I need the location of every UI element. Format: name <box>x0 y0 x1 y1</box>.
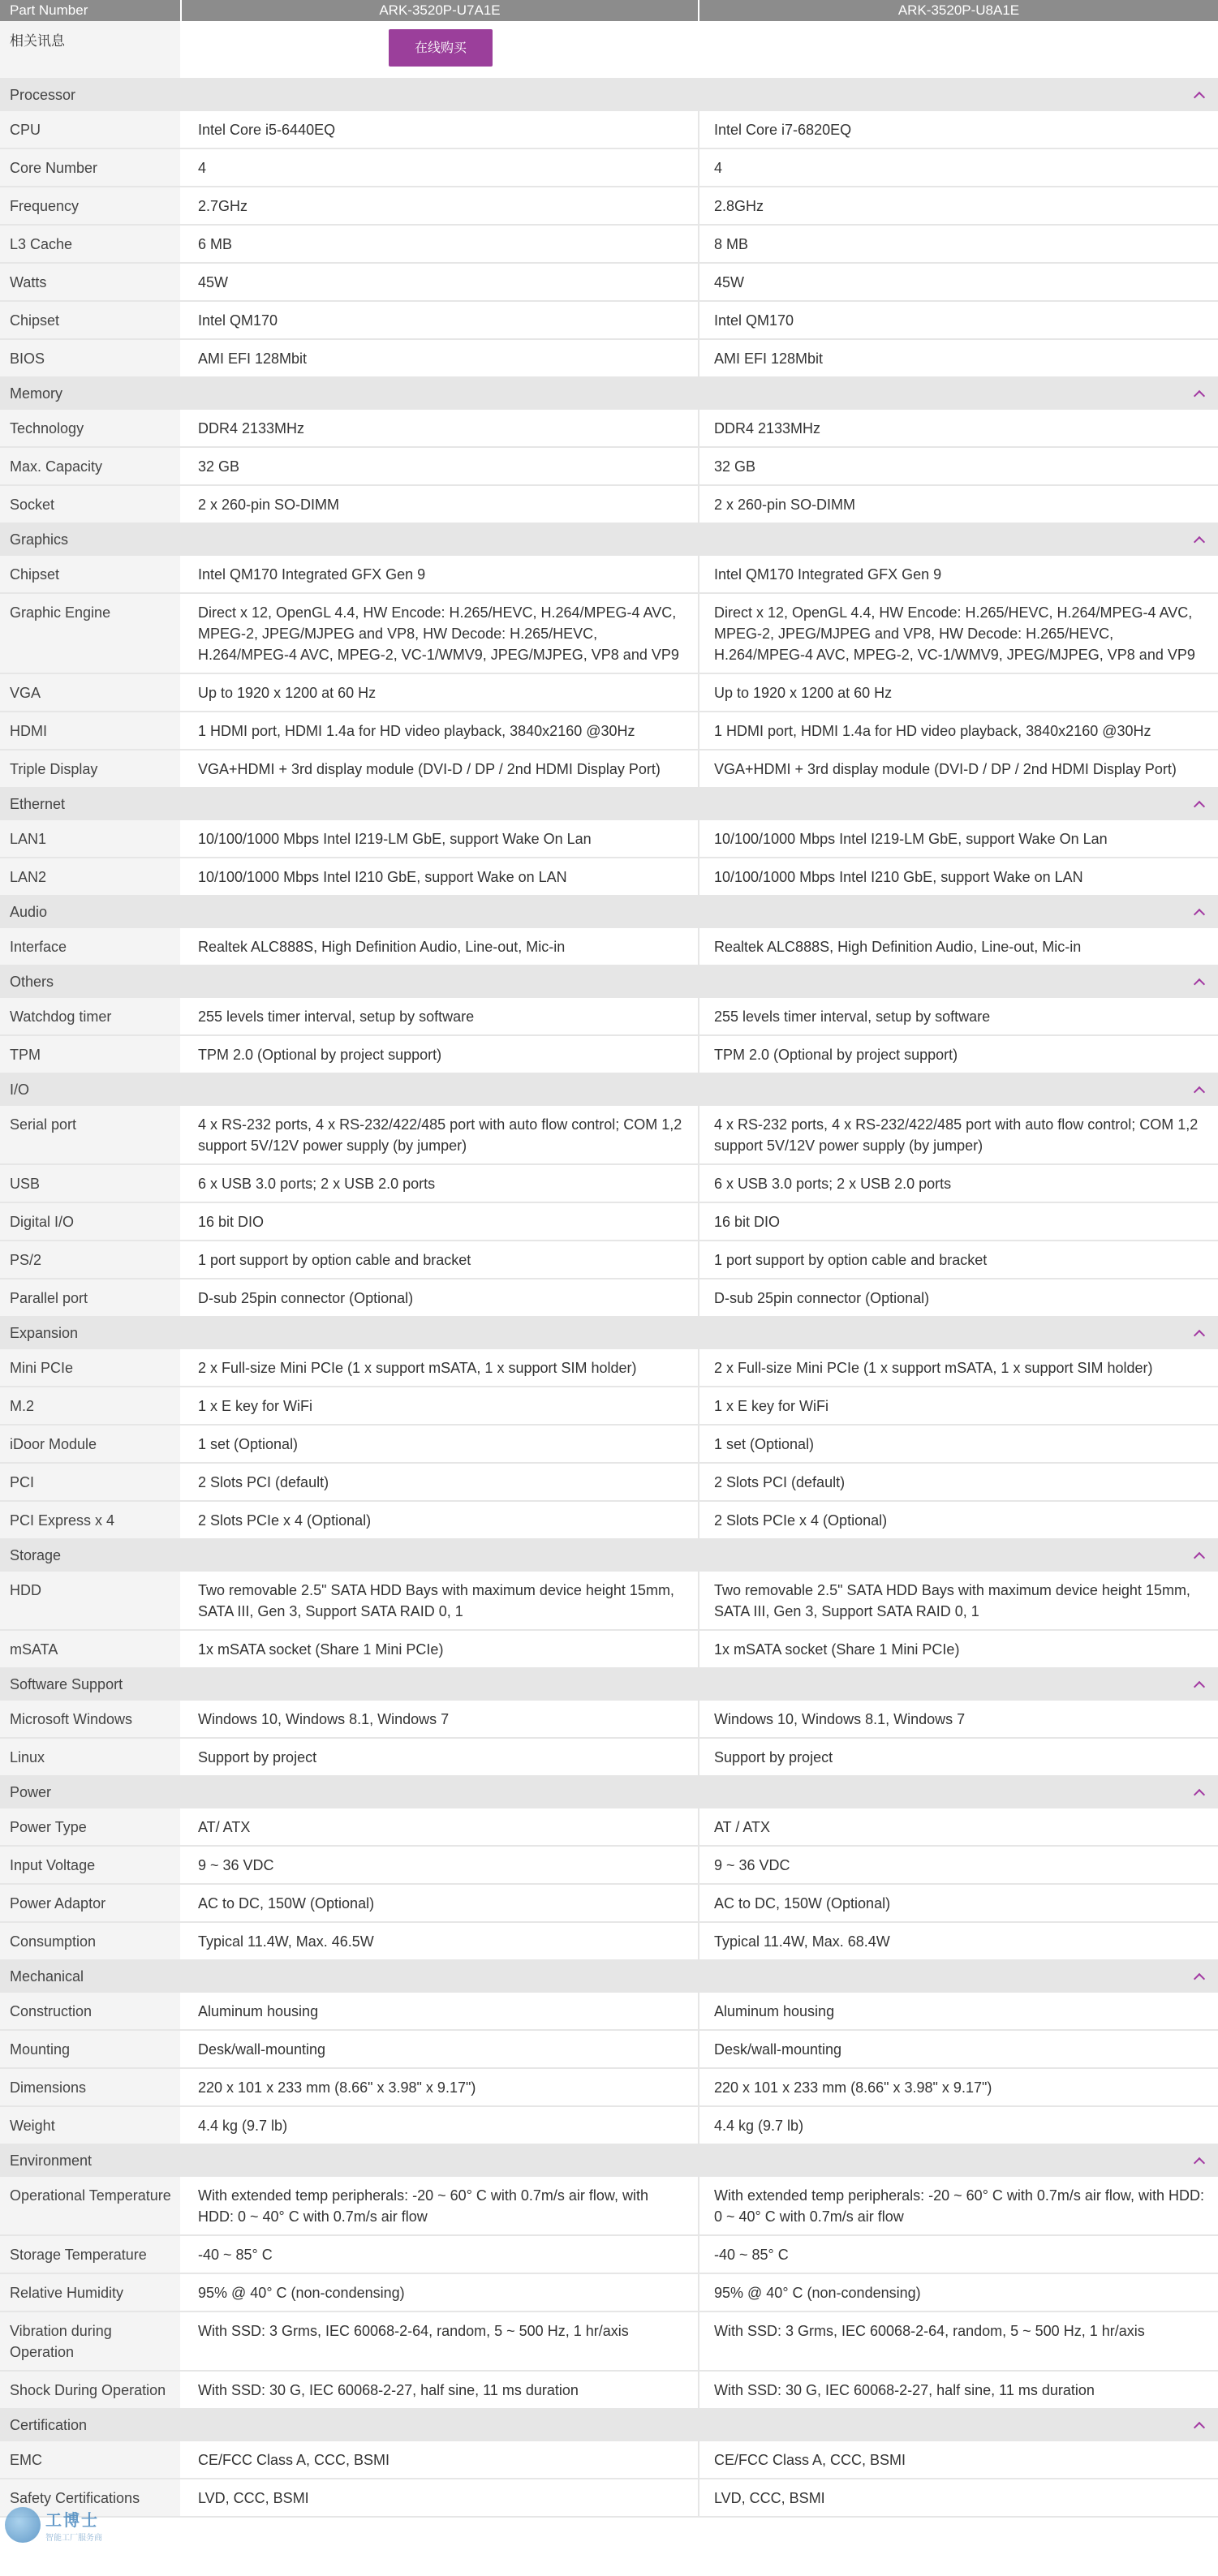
spec-key: Max. Capacity <box>0 448 182 484</box>
related-info-row <box>0 21 1218 80</box>
spec-value-model-1: 2 Slots PCI (default) <box>182 1464 699 1500</box>
chevron-up-icon[interactable] <box>1194 909 1205 920</box>
spec-value-model-1: 2 x Full-size Mini PCIe (1 x support mSATA, 1 x support SIM holder) <box>182 1349 699 1386</box>
spec-value-model-2: Aluminum housing <box>714 2003 835 2019</box>
spec-key: PCI <box>0 1464 182 1500</box>
spec-row <box>0 928 1218 966</box>
spec-row <box>0 1885 1218 1923</box>
spec-value-model-1: 6 x USB 3.0 ports; 2 x USB 2.0 ports <box>182 1165 699 1202</box>
spec-row <box>0 2031 1218 2069</box>
spec-row <box>0 820 1218 858</box>
spec-key: Parallel port <box>0 1279 182 1316</box>
spec-key: Mounting <box>0 2031 182 2067</box>
section-header[interactable] <box>0 80 1218 111</box>
spec-value-model-2: TPM 2.0 (Optional by project support) <box>714 1047 958 1063</box>
spec-value-model-1: Windows 10, Windows 8.1, Windows 7 <box>182 1701 699 1737</box>
watermark-icon <box>5 2507 41 2543</box>
section-title: Audio <box>10 904 48 920</box>
spec-value-model-2: VGA+HDMI + 3rd display module (DVI-D / DP / 2nd HDMI Display Port) <box>714 761 1177 777</box>
spec-key: Serial port <box>0 1106 182 1163</box>
spec-value-model-2: Realtek ALC888S, High Definition Audio, Line-out, Mic-in <box>714 939 1082 955</box>
model-2-header: ARK-3520P-U8A1E <box>897 2 1020 18</box>
spec-key: Graphic Engine <box>0 594 182 673</box>
section-title: Certification <box>10 2417 88 2433</box>
spec-row <box>0 594 1218 674</box>
spec-value-model-2: 10/100/1000 Mbps Intel I210 GbE, support Wake on LAN <box>714 869 1083 885</box>
spec-row <box>0 1923 1218 1961</box>
spec-row <box>0 1502 1218 1540</box>
spec-value-model-1: 4 <box>182 149 699 186</box>
spec-key: Shock During Operation <box>0 2372 182 2408</box>
chevron-up-icon[interactable] <box>1194 92 1205 103</box>
spec-row <box>0 2236 1218 2274</box>
chevron-up-icon[interactable] <box>1194 801 1205 812</box>
spec-value-model-1: With SSD: 3 Grms, IEC 60068-2-64, random, 5 ~ 500 Hz, 1 hr/axis <box>182 2312 699 2370</box>
chevron-up-icon[interactable] <box>1194 1973 1205 1985</box>
spec-value-model-1: D-sub 25pin connector (Optional) <box>182 1279 699 1316</box>
spec-key: Watchdog timer <box>0 998 182 1034</box>
spec-value-model-1: 1 set (Optional) <box>182 1426 699 1462</box>
spec-value-model-2: 9 ~ 36 VDC <box>714 1857 790 1873</box>
spec-value-model-1: 1x mSATA socket (Share 1 Mini PCIe) <box>182 1631 699 1667</box>
spec-key: Safety Certifications <box>0 2479 182 2516</box>
spec-key: HDMI <box>0 712 182 749</box>
spec-key: Microsoft Windows <box>0 1701 182 1737</box>
spec-key: Chipset <box>0 556 182 592</box>
spec-row <box>0 2441 1218 2479</box>
spec-value-model-2: Support by project <box>714 1749 833 1765</box>
spec-value-model-1: 1 x E key for WiFi <box>182 1387 699 1424</box>
spec-value-model-2: 95% @ 40° C (non-condensing) <box>714 2285 921 2301</box>
spec-key: LAN1 <box>0 820 182 857</box>
spec-value-model-1: 10/100/1000 Mbps Intel I210 GbE, support Wake on LAN <box>182 858 699 895</box>
spec-row <box>0 1241 1218 1279</box>
section-header[interactable] <box>0 1540 1218 1572</box>
section-title: Environment <box>10 2152 93 2169</box>
spec-row <box>0 674 1218 712</box>
section-header[interactable] <box>0 2145 1218 2177</box>
watermark-text <box>45 2507 102 2543</box>
spec-value-model-1: 220 x 101 x 233 mm (8.66" x 3.98" x 9.17") <box>182 2069 699 2105</box>
spec-row <box>0 340 1218 378</box>
spec-key: Dimensions <box>0 2069 182 2105</box>
spec-key: TPM <box>0 1036 182 1073</box>
spec-value-model-2: 2.8GHz <box>714 198 764 214</box>
chevron-up-icon[interactable] <box>1194 978 1205 990</box>
spec-row <box>0 1387 1218 1426</box>
spec-key: Chipset <box>0 302 182 338</box>
spec-key: Mini PCIe <box>0 1349 182 1386</box>
spec-value-model-2: 8 MB <box>714 236 749 252</box>
spec-value-model-2: 1 port support by option cable and bracket <box>714 1252 988 1268</box>
spec-row <box>0 858 1218 897</box>
spec-value-model-1: 1 HDMI port, HDMI 1.4a for HD video playback, 3840x2160 @30Hz <box>182 712 699 749</box>
spec-row <box>0 1106 1218 1165</box>
part-number-header: Part Number <box>0 0 182 21</box>
spec-value-model-1: 2 x 260-pin SO-DIMM <box>182 486 699 523</box>
spec-value-model-1: TPM 2.0 (Optional by project support) <box>182 1036 699 1073</box>
spec-value-model-1: With SSD: 30 G, IEC 60068-2-27, half sine, 11 ms duration <box>182 2372 699 2408</box>
spec-value-model-1: 2.7GHz <box>182 187 699 224</box>
spec-key: Frequency <box>0 187 182 224</box>
spec-row <box>0 149 1218 187</box>
spec-key: Weight <box>0 2107 182 2144</box>
spec-row <box>0 1349 1218 1387</box>
spec-key: HDD <box>0 1572 182 1629</box>
section-header[interactable] <box>0 1074 1218 1106</box>
spec-row <box>0 2479 1218 2518</box>
section-title: Mechanical <box>10 1968 84 1985</box>
spec-row <box>0 1165 1218 1203</box>
spec-value-model-2: 6 x USB 3.0 ports; 2 x USB 2.0 ports <box>714 1176 952 1192</box>
section-title: Memory <box>10 385 63 402</box>
spec-value-model-2: 2 Slots PCIe x 4 (Optional) <box>714 1512 888 1529</box>
model-1-header: ARK-3520P-U7A1E <box>182 0 699 21</box>
section-header[interactable] <box>0 378 1218 410</box>
spec-value-model-2: Intel QM170 Integrated GFX Gen 9 <box>714 566 942 583</box>
spec-row <box>0 187 1218 226</box>
spec-value-model-2: 1x mSATA socket (Share 1 Mini PCIe) <box>714 1641 960 1658</box>
spec-value-model-2: LVD, CCC, BSMI <box>714 2490 825 2506</box>
spec-value-model-1: CE/FCC Class A, CCC, BSMI <box>182 2441 699 2478</box>
spec-row <box>0 302 1218 340</box>
spec-key: Technology <box>0 410 182 446</box>
chevron-up-icon[interactable] <box>1194 2157 1205 2169</box>
spec-value-model-2: With SSD: 3 Grms, IEC 60068-2-64, random, 5 ~ 500 Hz, 1 hr/axis <box>714 2323 1145 2339</box>
spec-value-model-2: AC to DC, 150W (Optional) <box>714 1895 891 1912</box>
chevron-up-icon[interactable] <box>1194 390 1205 402</box>
spec-key: Watts <box>0 264 182 300</box>
spec-value-model-2: 2 x Full-size Mini PCIe (1 x support mSATA, 1 x support SIM holder) <box>714 1360 1153 1376</box>
spec-value-model-2: Windows 10, Windows 8.1, Windows 7 <box>714 1711 966 1727</box>
spec-value-model-2: Typical 11.4W, Max. 68.4W <box>714 1933 890 1950</box>
spec-row <box>0 712 1218 750</box>
spec-key: VGA <box>0 674 182 711</box>
spec-value-model-2: 32 GB <box>714 458 756 475</box>
spec-value-model-2: With extended temp peripherals: -20 ~ 60° C with 0.7m/s air flow, with HDD: 0 ~ 40° C with 0.7m/s air flow <box>714 2187 1204 2225</box>
spec-key: BIOS <box>0 340 182 376</box>
spec-value-model-1: Up to 1920 x 1200 at 60 Hz <box>182 674 699 711</box>
chevron-up-icon[interactable] <box>1194 1552 1205 1563</box>
spec-value-model-2: Intel QM170 <box>714 312 794 329</box>
spec-value-model-2: 10/100/1000 Mbps Intel I219-LM GbE, support Wake On Lan <box>714 831 1108 847</box>
spec-value-model-1: 16 bit DIO <box>182 1203 699 1240</box>
spec-value-model-2: Two removable 2.5" SATA HDD Bays with maximum device height 15mm, SATA III, Gen 3, Support SATA RAID 0, 1 <box>714 1582 1190 1619</box>
spec-value-model-2: 1 x E key for WiFi <box>714 1398 829 1414</box>
spec-value-model-2: AMI EFI 128Mbit <box>714 350 824 367</box>
section-header[interactable] <box>0 1961 1218 1993</box>
table-header <box>0 0 1218 21</box>
spec-row <box>0 2069 1218 2107</box>
spec-value-model-2: 4 x RS-232 ports, 4 x RS-232/422/485 port with auto flow control; COM 1,2 support 5V/12V power supply (by jumper) <box>714 1116 1199 1154</box>
spec-value-model-1: AC to DC, 150W (Optional) <box>182 1885 699 1921</box>
spec-value-model-1: Support by project <box>182 1739 699 1775</box>
chevron-up-icon[interactable] <box>1194 1086 1205 1098</box>
spec-row <box>0 448 1218 486</box>
spec-value-model-1: Intel Core i5-6440EQ <box>182 111 699 148</box>
spec-key: Linux <box>0 1739 182 1775</box>
spec-key: Triple Display <box>0 750 182 787</box>
spec-key: Interface <box>0 928 182 965</box>
spec-key: EMC <box>0 2441 182 2478</box>
spec-sections <box>0 80 1218 2518</box>
spec-value-model-2: Intel Core i7-6820EQ <box>714 122 852 138</box>
spec-value-model-2: Direct x 12, OpenGL 4.4, HW Encode: H.265/HEVC, H.264/MPEG-4 AVC, MPEG-2, JPEG/MJPEG and VP8, HW Decode: H.265/HEVC, H.264/MPEG-4 AVC, MPEG-2, VC-1/WMV9, JPEG/MJPEG, VP8 and VP9 <box>714 604 1195 663</box>
watermark-title: 工博士 <box>45 2512 99 2530</box>
section-title: Others <box>10 974 54 990</box>
spec-row <box>0 1993 1218 2031</box>
spec-row <box>0 2177 1218 2236</box>
spec-value-model-1: Typical 11.4W, Max. 46.5W <box>182 1923 699 1959</box>
section-header[interactable] <box>0 2410 1218 2441</box>
spec-value-model-2: 220 x 101 x 233 mm (8.66" x 3.98" x 9.17") <box>714 2079 992 2096</box>
chevron-up-icon[interactable] <box>1194 1789 1205 1800</box>
spec-value-model-1: Realtek ALC888S, High Definition Audio, Line-out, Mic-in <box>182 928 699 965</box>
spec-value-model-2: 2 x 260-pin SO-DIMM <box>714 497 856 513</box>
spec-value-model-1: 45W <box>182 264 699 300</box>
spec-row <box>0 1631 1218 1669</box>
section-header[interactable] <box>0 1669 1218 1701</box>
spec-row <box>0 1279 1218 1318</box>
spec-value-model-1: VGA+HDMI + 3rd display module (DVI-D / DP / 2nd HDMI Display Port) <box>182 750 699 787</box>
spec-value-model-1: AT/ ATX <box>182 1808 699 1845</box>
spec-value-model-2: CE/FCC Class A, CCC, BSMI <box>714 2452 906 2468</box>
section-title: Power <box>10 1784 52 1800</box>
spec-value-model-1: -40 ~ 85° C <box>182 2236 699 2273</box>
spec-value-model-2: 1 set (Optional) <box>714 1436 815 1452</box>
spec-value-model-2: 2 Slots PCI (default) <box>714 1474 846 1490</box>
spec-value-model-1: Aluminum housing <box>182 1993 699 2029</box>
chevron-up-icon[interactable] <box>1194 2422 1205 2433</box>
spec-row <box>0 1572 1218 1631</box>
spec-row <box>0 556 1218 594</box>
section-title: Expansion <box>10 1325 79 1341</box>
spec-row <box>0 410 1218 448</box>
spec-key: M.2 <box>0 1387 182 1424</box>
section-header[interactable] <box>0 789 1218 820</box>
spec-value-model-2: Up to 1920 x 1200 at 60 Hz <box>714 685 893 701</box>
section-header[interactable] <box>0 524 1218 556</box>
section-title: I/O <box>10 1082 30 1098</box>
spec-row <box>0 998 1218 1036</box>
spec-value-model-1: AMI EFI 128Mbit <box>182 340 699 376</box>
spec-value-model-1: Intel QM170 Integrated GFX Gen 9 <box>182 556 699 592</box>
spec-row <box>0 750 1218 789</box>
spec-key: Core Number <box>0 149 182 186</box>
spec-value-model-2: 16 bit DIO <box>714 1214 781 1230</box>
section-title: Processor <box>10 87 76 103</box>
spec-value-model-1: 10/100/1000 Mbps Intel I219-LM GbE, support Wake On Lan <box>182 820 699 857</box>
spec-value-model-2: 45W <box>714 274 745 290</box>
spec-key: PCI Express x 4 <box>0 1502 182 1538</box>
spec-value-model-1: LVD, CCC, BSMI <box>182 2479 699 2516</box>
spec-value-model-1: 4 x RS-232 ports, 4 x RS-232/422/485 port with auto flow control; COM 1,2 support 5V/12V power supply (by jumper) <box>182 1106 699 1163</box>
related-info-label: 相关讯息 <box>0 21 182 78</box>
spec-value-model-1: 9 ~ 36 VDC <box>182 1847 699 1883</box>
spec-value-model-2: AT / ATX <box>714 1819 771 1835</box>
spec-value-model-1: 4.4 kg (9.7 lb) <box>182 2107 699 2144</box>
spec-value-model-2: DDR4 2133MHz <box>714 420 821 437</box>
chevron-up-icon[interactable] <box>1194 536 1205 548</box>
chevron-up-icon[interactable] <box>1194 1330 1205 1341</box>
spec-key: L3 Cache <box>0 226 182 262</box>
spec-key: Digital I/O <box>0 1203 182 1240</box>
spec-key: Storage Temperature <box>0 2236 182 2273</box>
spec-row <box>0 1426 1218 1464</box>
related-info-cell <box>182 21 1218 78</box>
spec-value-model-2: D-sub 25pin connector (Optional) <box>714 1290 930 1306</box>
spec-value-model-1: Direct x 12, OpenGL 4.4, HW Encode: H.265/HEVC, H.264/MPEG-4 AVC, MPEG-2, JPEG/MJPEG and VP8, HW Decode: H.265/HEVC, H.264/MPEG-4 AVC, MPEG-2, VC-1/WMV9, JPEG/MJPEG, VP8 and VP9 <box>182 594 699 673</box>
spec-value-model-1: Desk/wall-mounting <box>182 2031 699 2067</box>
spec-value-model-2: 4 <box>714 160 723 176</box>
spec-row <box>0 1203 1218 1241</box>
spec-key: Power Type <box>0 1808 182 1845</box>
watermark-logo <box>5 2507 102 2543</box>
spec-value-model-2: 255 levels timer interval, setup by software <box>714 1008 991 1025</box>
section-title: Storage <box>10 1547 62 1563</box>
spec-value-model-1: 95% @ 40° C (non-condensing) <box>182 2274 699 2311</box>
spec-key: CPU <box>0 111 182 148</box>
spec-row <box>0 111 1218 149</box>
section-title: Graphics <box>10 531 69 548</box>
spec-value-model-1: 255 levels timer interval, setup by software <box>182 998 699 1034</box>
spec-key: mSATA <box>0 1631 182 1667</box>
spec-value-model-1: Two removable 2.5" SATA HDD Bays with maximum device height 15mm, SATA III, Gen 3, Support SATA RAID 0, 1 <box>182 1572 699 1629</box>
spec-key: Relative Humidity <box>0 2274 182 2311</box>
section-title: Software Support <box>10 1676 123 1692</box>
spec-value-model-2: With SSD: 30 G, IEC 60068-2-27, half sine, 11 ms duration <box>714 2382 1095 2398</box>
spec-key: Consumption <box>0 1923 182 1959</box>
spec-value-model-2: 4.4 kg (9.7 lb) <box>714 2118 804 2134</box>
spec-value-model-1: DDR4 2133MHz <box>182 410 699 446</box>
spec-key: Vibration during Operation <box>0 2312 182 2370</box>
spec-value-model-1: 2 Slots PCIe x 4 (Optional) <box>182 1502 699 1538</box>
spec-key: USB <box>0 1165 182 1202</box>
spec-row <box>0 2312 1218 2372</box>
section-header[interactable] <box>0 1777 1218 1808</box>
watermark-subtitle: 智能工厂服务商 <box>45 2534 102 2543</box>
spec-row <box>0 1701 1218 1739</box>
spec-key: LAN2 <box>0 858 182 895</box>
spec-value-model-1: 6 MB <box>182 226 699 262</box>
spec-key: Input Voltage <box>0 1847 182 1883</box>
spec-row <box>0 1739 1218 1777</box>
buy-online-button[interactable]: 在线购买 <box>389 29 493 67</box>
section-header[interactable] <box>0 966 1218 998</box>
spec-row <box>0 1036 1218 1074</box>
spec-row <box>0 1808 1218 1847</box>
spec-value-model-2: -40 ~ 85° C <box>714 2247 789 2263</box>
spec-key: Power Adaptor <box>0 1885 182 1921</box>
spec-row <box>0 2274 1218 2312</box>
spec-value-model-1: With extended temp peripherals: -20 ~ 60° C with 0.7m/s air flow, with HDD: 0 ~ 40° C with 0.7m/s air flow <box>182 2177 699 2234</box>
spec-value-model-2: Desk/wall-mounting <box>714 2041 842 2058</box>
spec-row <box>0 226 1218 264</box>
section-header[interactable] <box>0 1318 1218 1349</box>
spec-key: Socket <box>0 486 182 523</box>
spec-row <box>0 264 1218 302</box>
spec-key: PS/2 <box>0 1241 182 1278</box>
spec-row <box>0 1464 1218 1502</box>
spec-row <box>0 2372 1218 2410</box>
spec-value-model-1: 1 port support by option cable and bracket <box>182 1241 699 1278</box>
spec-key: iDoor Module <box>0 1426 182 1462</box>
spec-key: Operational Temperature <box>0 2177 182 2234</box>
spec-value-model-1: 32 GB <box>182 448 699 484</box>
spec-key: Construction <box>0 1993 182 2029</box>
spec-value-model-1: Intel QM170 <box>182 302 699 338</box>
spec-row <box>0 486 1218 524</box>
chevron-up-icon[interactable] <box>1194 1681 1205 1692</box>
spec-row <box>0 2107 1218 2145</box>
spec-row <box>0 1847 1218 1885</box>
section-title: Ethernet <box>10 796 66 812</box>
section-header[interactable] <box>0 897 1218 928</box>
spec-value-model-2: 1 HDMI port, HDMI 1.4a for HD video playback, 3840x2160 @30Hz <box>714 723 1151 739</box>
